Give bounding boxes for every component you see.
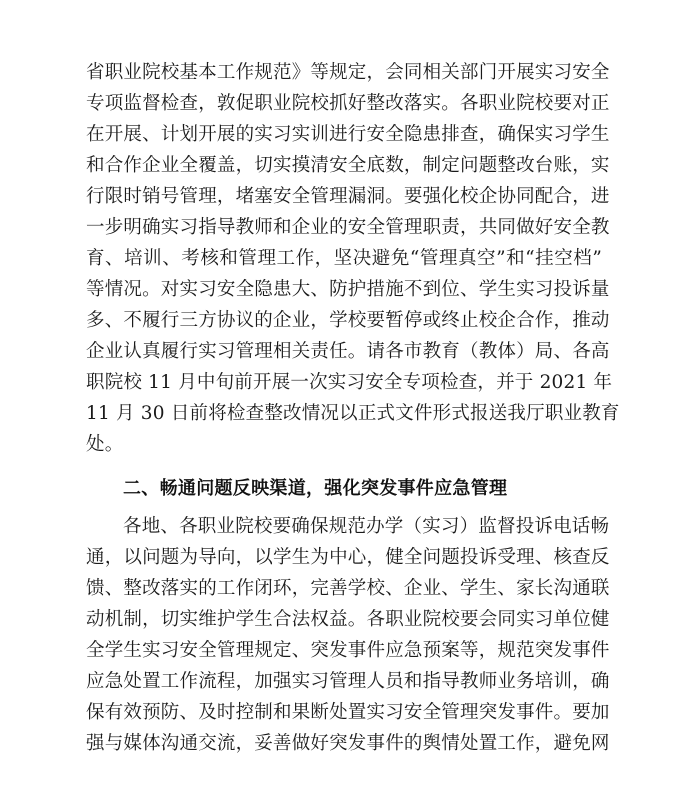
paragraph-line: 等情况。对实习安全隐患大、防护措施不到位、学生实习投诉量	[86, 279, 610, 300]
paragraph-line: 各地、各职业院校要确保规范办学（实习）监督投诉电话畅	[123, 516, 610, 537]
paragraph-line: 11 月 30 日前将检查整改情况以正式文件形式报送我厅职业教育	[86, 403, 620, 424]
paragraph-line: 通，以问题为导向，以学生为中心，健全问题投诉受理、核查反	[86, 547, 610, 568]
paragraph-line: 多、不履行三方协议的企业，学校要暂停或终止校企合作，推动	[86, 310, 610, 331]
paragraph-line: 保有效预防、及时控制和果断处置实习安全管理突发事件。要加	[86, 702, 610, 723]
paragraph-line: 职院校 11 月中旬前开展一次实习安全专项检查，并于 2021 年	[86, 372, 613, 393]
paragraph-line: 全学生实习安全管理规定、突发事件应急预案等，规范突发事件	[86, 640, 610, 661]
paragraph-line: 动机制，切实维护学生合法权益。各职业院校要会同实习单位健	[86, 609, 610, 630]
paragraph-line: 和合作企业全覆盖，切实摸清安全底数，制定问题整改台账，实	[86, 155, 610, 176]
section-heading: 二、畅通问题反映渠道，强化突发事件应急管理	[123, 478, 508, 499]
paragraph-line: 企业认真履行实习管理相关责任。请各市教育（教体）局、各高	[86, 341, 610, 362]
paragraph-line: 省职业院校基本工作规范》等规定，会同相关部门开展实习安全	[86, 62, 610, 83]
paragraph-line: 一步明确实习指导教师和企业的安全管理职责，共同做好安全教	[86, 217, 610, 238]
paragraph-line: 行限时销号管理，堵塞安全管理漏洞。要强化校企协同配合，进	[86, 186, 610, 207]
paragraph-line: 处。	[86, 434, 124, 455]
paragraph-line: 强与媒体沟通交流，妥善做好突发事件的舆情处置工作，避免网	[86, 733, 610, 754]
paragraph-line: 在开展、计划开展的实习实训进行安全隐患排查，确保实习学生	[86, 124, 610, 145]
paragraph-line: 专项监督检查，敦促职业院校抓好整改落实。各职业院校要对正	[86, 93, 610, 114]
paragraph-line: 应急处置工作流程，加强实习管理人员和指导教师业务培训，确	[86, 671, 610, 692]
paragraph-line: 育、培训、考核和管理工作，坚决避免“管理真空”和“挂空档”	[86, 248, 602, 269]
paragraph-line: 馈、整改落实的工作闭环，完善学校、企业、学生、家长沟通联	[86, 578, 610, 599]
